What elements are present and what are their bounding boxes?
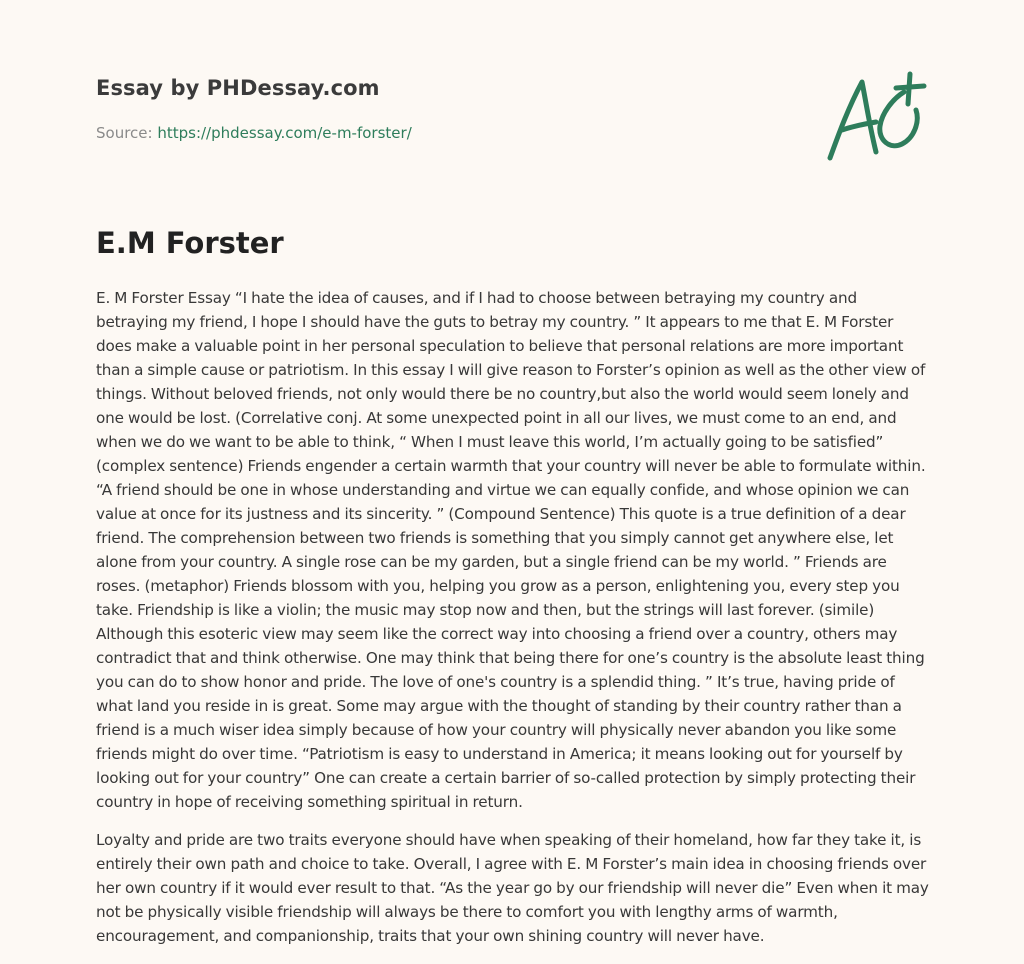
article-body — [96, 286, 932, 962]
source-link[interactable]: https://phdessay.com/e-m-forster/ — [157, 124, 412, 142]
site-brand: Essay by PHDessay.com — [96, 76, 380, 100]
source-label: Source: — [96, 124, 158, 142]
a-plus-grade-icon — [820, 68, 930, 168]
article-title: E.M Forster — [96, 226, 284, 260]
source-line — [96, 124, 412, 142]
paragraph: Loyalty and pride are two traits everyone should have when speaking of their homeland, how far they take it, is entirely their own path and choice to take. Overall, I agree with E. M Forster’s main idea in choosing friends over her own country if it would ever result to that. “As the year go by our friendship will never die” Even when it may not be physically visible friendship will always be there to comfort you with lengthy arms of warmth, encouragement, and companionship, traits that your own shining country will never have. — [96, 831, 929, 945]
paragraph: E. M Forster Essay “I hate the idea of causes, and if I had to choose between betraying my country and betraying my friend, I hope I should have the guts to betray my country. ” It appears to me that E. M Forster does make a valuable point in her personal speculation to believe that personal relations are more important than a simple cause or patriotism. In this essay I will give reason to Forster’s opinion as well as the other view of things. Without beloved friends, not only would there be no country,but also the world would seem lonely and one would be lost. (Correlative conj. At some unexpected point in all our lives, we must come to an end, and when we do we want to be able to think, “ When I must leave this world, I’m actually going to be satisfied” (complex sentence) Friends engender a certain warmth that your country will never be able to formulate within. “A friend should be one in whose understanding and virtue we can equally confide, and whose opinion we can value at once for its justness and its sincerity. ” (Compound Sentence) This quote is a true definition of a dear friend. The comprehension between two friends is something that you simply cannot get anywhere else, let alone from your country. A single rose can be my garden, but a single friend can be my world. ” Friends are roses. (metaphor) Friends blossom with you, helping you grow as a person, enlightening you, every step you take. Friendship is like a violin; the music may stop now and then, but the strings will last forever. (simile) Although this esoteric view may seem like the correct way into choosing a friend over a country, others may contradict that and think otherwise. One may think that being there for one’s country is the absolute least thing you can do to show honor and pride. The love of one's country is a splendid thing. ” It’s true, having pride of what land you reside in is great. Some may argue with the thought of standing by their country rather than a friend is a much wiser idea simply because of how your country will physically never abandon you like some friends might do over time. “Patriotism is easy to understand in America; it means looking out for yourself by looking out for your country” One can create a certain barrier of so-called protection by simply protecting their country in hope of receiving something spiritual in return. — [96, 289, 926, 811]
